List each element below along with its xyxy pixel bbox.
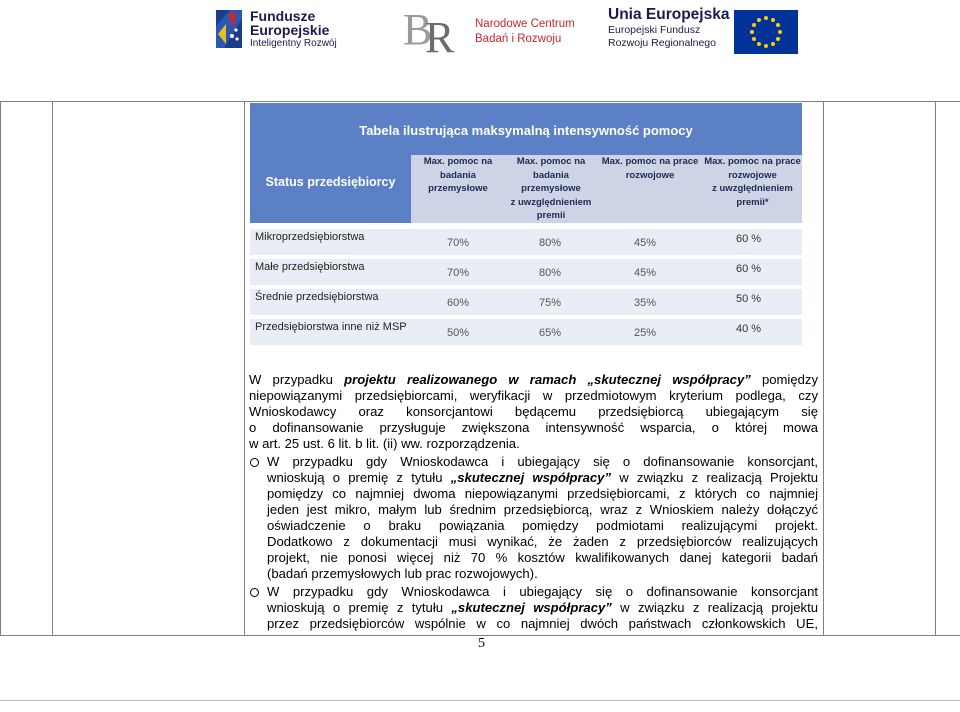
ncbr-logo	[403, 6, 575, 58]
row-value-b: 80%	[539, 267, 562, 279]
emphasis-text: „skutecznej współpracy”	[450, 470, 612, 485]
table-col-header-d: Max. pomoc na prace rozwojowe z uwzględnieniem premii*	[704, 156, 801, 208]
row-name: Mikroprzedsiębiorstwa	[255, 231, 365, 243]
ncbr-br-icon	[403, 6, 469, 58]
bullet-line: W przypadku gdy Wnioskodawca i ubiegający się o dofinansowanie konsorcjant	[267, 584, 818, 599]
paragraph-line: o dofinansowanie przysługuje zwiększona intensywność wsparcia, o której mowa	[249, 420, 818, 435]
bullet-line: wnioskują o premię z tytułu „skutecznej współpracy” w związku z realizacją projektu	[267, 600, 818, 615]
fundusze-europejskie-logo	[212, 6, 337, 52]
row-value-a: 70%	[447, 237, 470, 249]
row-value-d: 50 %	[736, 293, 762, 305]
eu-flag-icon	[734, 10, 798, 54]
frame-col-line-1	[52, 101, 53, 636]
eu-logo	[608, 6, 729, 50]
aid-intensity-table	[250, 103, 802, 347]
ncbr-logo-line1: Narodowe Centrum	[475, 18, 575, 30]
bullet-line: pomiędzy co najmniej dwoma niepowiązanymi przedsiębiorcami, z których co najmniej	[267, 486, 818, 501]
row-value-a: 50%	[447, 327, 470, 339]
eu-logo-line1: Unia Europejska	[608, 6, 730, 23]
table-status-header: Status przedsiębiorcy	[265, 175, 396, 189]
row-value-a: 70%	[447, 267, 470, 279]
bullet-line: projekt, nie ponosi więcej niż 70 % kosztów kwalifikowanych danej kategorii badań	[267, 550, 818, 565]
emphasis-text: „skutecznej współpracy”	[451, 600, 612, 615]
frame-col-line-2	[244, 101, 245, 636]
paragraph-line: w art. 25 ust. 6 lit. b lit. (ii) ww. rozporządzenia.	[249, 436, 520, 451]
table-row	[250, 289, 802, 315]
page-number: 5	[478, 636, 485, 651]
eu-logo-line2: Europejski Fundusz	[608, 24, 701, 36]
eu-logo-line3: Rozwoju Regionalnego	[608, 37, 716, 49]
svg-text:B: B	[403, 6, 433, 54]
frame-col-line-3	[823, 101, 824, 636]
row-value-a: 60%	[447, 297, 470, 309]
frame-right-line	[935, 101, 936, 636]
frame-top-line	[0, 101, 960, 102]
table-row	[250, 229, 802, 255]
paragraph-line: Wnioskodawcy oraz konsorcjantowi będącemu przedsiębiorcą ubiegającym się	[249, 404, 818, 419]
bullet-circle-icon	[250, 458, 259, 467]
row-value-c: 45%	[634, 237, 657, 249]
fe-logo-line3: Inteligentny Rozwój	[250, 37, 337, 49]
paragraph-line: niepowiązanymi przedsiębiorcami, weryfikacji w przedmiotowym kryterium podlega, czy	[249, 388, 818, 403]
fe-star-icon	[212, 6, 246, 52]
svg-text:R: R	[425, 13, 455, 58]
bullet-line: (badań przemysłowych lub prac rozwojowych).	[267, 566, 538, 581]
footer-line	[0, 700, 960, 701]
bullet-circle-icon	[250, 588, 259, 597]
bullet-line: W przypadku gdy Wnioskodawca i ubiegający się o dofinansowanie konsorcjant,	[267, 454, 818, 469]
bullet-line: oświadczenie o braku powiązania pomiędzy podmiotami realizującymi projekt.	[267, 518, 818, 533]
bullet-line: wnioskują o premię z tytułu „skutecznej współpracy” w związku z realizacją Projektu	[267, 470, 818, 485]
table-col-header-a: Max. pomoc na badania przemysłowe	[423, 156, 493, 194]
row-name: Małe przedsiębiorstwa	[255, 261, 365, 273]
row-value-b: 65%	[539, 327, 562, 339]
row-value-c: 45%	[634, 267, 657, 279]
bullet-line: Dodatkowo z dokumentacji musi wynikać, że żaden z przedsiębiorców realizujących	[267, 534, 818, 549]
row-value-d: 60 %	[736, 263, 762, 275]
row-value-b: 75%	[539, 297, 562, 309]
table-col-header-b: Max. pomoc na badania przemysłowe z uwzględnieniem premii	[510, 156, 592, 221]
emphasis-text: projektu realizowanego w ramach „skutecznej współpracy”	[344, 372, 751, 387]
row-value-d: 60 %	[736, 233, 762, 245]
fe-logo-line2: Europejskie	[250, 21, 330, 38]
bullet-line: przez przedsiębiorców wspólnie w co najmniej dwóch państwach członkowskich UE,	[267, 616, 818, 631]
row-value-b: 80%	[539, 237, 562, 249]
bullet-line: jeden jest mikro, małym lub średnim przedsiębiorcą, wraz z Wnioskiem należy dołączyć	[267, 502, 818, 517]
frame-left-line	[0, 101, 1, 636]
table-row	[250, 319, 802, 345]
table-title: Tabela ilustrująca maksymalną intensywność pomocy	[359, 123, 693, 138]
ncbr-logo-line2: Badań i Rozwoju	[475, 33, 562, 45]
row-name: Przedsiębiorstwa inne niż MSP	[255, 321, 407, 333]
table-row	[250, 259, 802, 285]
logo-bar	[0, 0, 960, 62]
table-col-header-c: Max. pomoc na prace rozwojowe	[601, 156, 699, 181]
row-value-d: 40 %	[736, 323, 762, 335]
row-value-c: 35%	[634, 297, 657, 309]
row-value-c: 25%	[634, 327, 657, 339]
row-name: Średnie przedsiębiorstwa	[255, 291, 379, 303]
fe-logo-line1: Fundusze	[250, 7, 316, 24]
paragraph-line: W przypadku projektu realizowanego w ramach „skutecznej współpracy” pomiędzy	[249, 372, 819, 387]
